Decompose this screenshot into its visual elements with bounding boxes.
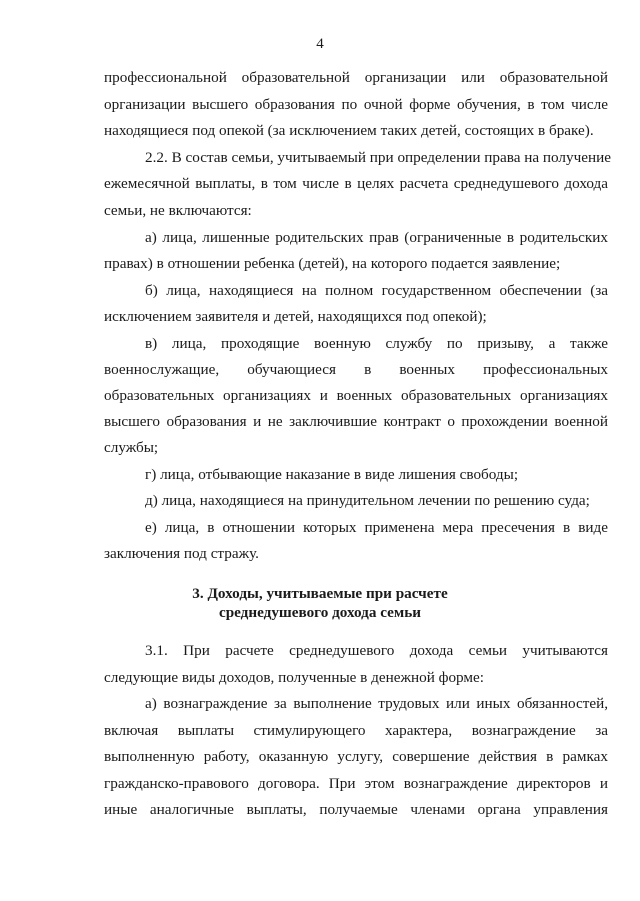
text-line: 3.1. При расчете среднедушевого дохода семьи учитываются — [145, 642, 608, 659]
text-line: выполненную работу, оказанную услугу, совершение действия в рамках — [104, 748, 608, 765]
text-line: службы; — [104, 439, 159, 456]
text-line: 2.2. В состав семьи, учитываемый при определении права на получение — [145, 149, 611, 166]
text-line: заключения под стражу. — [104, 545, 259, 562]
text-line: д) лица, находящиеся на принудительном лечении по решению суда; — [145, 492, 590, 509]
text-line: иные аналогичные выплаты, получаемые членами органа управления — [104, 801, 608, 818]
text-line: б) лица, находящиеся на полном государственном обеспечении (за — [145, 282, 608, 299]
text-line: а) вознаграждение за выполнение трудовых или иных обязанностей, — [145, 695, 608, 712]
section-heading: 3. Доходы, учитываемые при расчете — [192, 585, 448, 602]
text-line: г) лица, отбывающие наказание в виде лишения свободы; — [145, 466, 519, 483]
text-line: семьи, не включаются: — [104, 202, 252, 219]
text-line: а) лица, лишенные родительских прав (ограниченные в родительских — [145, 229, 608, 246]
text-line: е) лица, в отношении которых применена мера пресечения в виде — [145, 519, 608, 536]
text-line: в) лица, проходящие военную службу по призыву, а также — [145, 335, 608, 352]
text-line: следующие виды доходов, полученные в денежной форме: — [104, 669, 484, 686]
section-heading-line2: среднедушевого дохода семьи — [218, 604, 422, 621]
text-line: правах) в отношении ребенка (детей), на которого подается заявление; — [104, 255, 561, 272]
text-line: исключением заявителя и детей, находящихся под опекой); — [104, 308, 487, 325]
page-number: 4 — [316, 36, 324, 52]
text-line: находящиеся под опекой (за исключением таких детей, состоящих в браке). — [104, 122, 594, 139]
text-line: высшего образования и не заключившие контракт о прохождении военной — [104, 413, 608, 430]
text-line: образовательных организациях и военных образовательных организациях — [104, 387, 608, 404]
text-line: профессиональной образовательной организации или образовательной — [104, 69, 608, 86]
text-line: ежемесячной выплаты, в том числе в целях расчета среднедушевого дохода — [104, 175, 608, 192]
text-line: гражданско-правового договора. При этом вознаграждение директоров и — [104, 775, 608, 792]
text-line: включая выплаты стимулирующего характера, вознаграждение за — [104, 722, 608, 739]
text-line: военнослужащие, обучающиеся в военных профессиональных — [104, 361, 608, 378]
text-line: организации высшего образования по очной форме обучения, в том числе — [104, 96, 608, 113]
